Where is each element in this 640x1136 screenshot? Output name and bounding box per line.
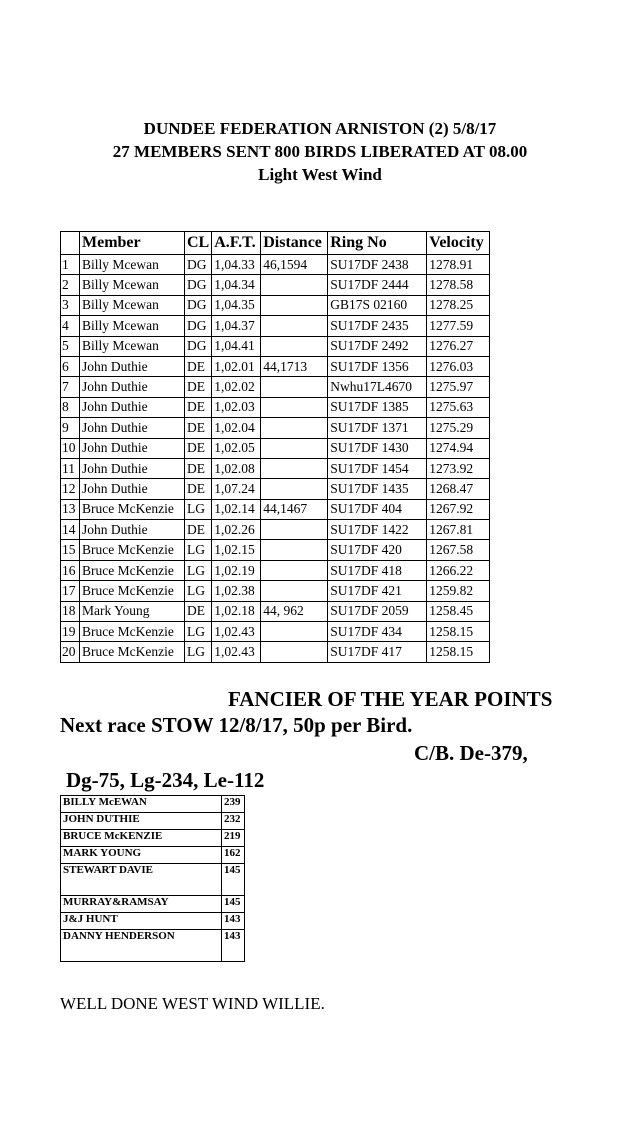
velocity-cell: 1259.82 — [427, 581, 490, 601]
ring-no-cell: SU17DF 2435 — [328, 316, 427, 336]
ring-no-cell: SU17DF 1385 — [328, 397, 427, 417]
fancier-heading: FANCIER OF THE YEAR POINTS — [228, 687, 553, 711]
member-cell: Billy Mcewan — [80, 316, 185, 336]
col-distance: Distance — [261, 232, 328, 255]
aft-cell: 1,02.03 — [212, 397, 261, 417]
velocity-cell: 1268.47 — [427, 479, 490, 499]
fancier-name: BILLY McEWAN — [61, 796, 222, 813]
distance-cell — [261, 316, 328, 336]
points-row — [61, 847, 245, 864]
aft-cell: 1,02.38 — [212, 581, 261, 601]
table-row — [61, 642, 490, 662]
member-cell: Bruce McKenzie — [80, 499, 185, 519]
fancier-points: 145 — [222, 864, 245, 896]
col-position — [61, 232, 80, 255]
ring-no-cell: SU17DF 404 — [328, 499, 427, 519]
fancier-name: JOHN DUTHIE — [61, 813, 222, 830]
member-cell: Billy Mcewan — [80, 295, 185, 315]
ring-no-cell: SU17DF 434 — [328, 622, 427, 642]
velocity-cell: 1278.91 — [427, 255, 490, 275]
aft-cell: 1,04.41 — [212, 336, 261, 356]
club-cell: DE — [185, 356, 212, 376]
table-row — [61, 295, 490, 315]
member-cell: Mark Young — [80, 601, 185, 621]
ring-no-cell: SU17DF 1435 — [328, 479, 427, 499]
member-cell: John Duthie — [80, 438, 185, 458]
table-row — [61, 336, 490, 356]
ring-no-cell: SU17DF 1454 — [328, 458, 427, 478]
table-row — [61, 622, 490, 642]
position-cell: 17 — [61, 581, 80, 601]
ring-no-cell: SU17DF 2438 — [328, 255, 427, 275]
ring-no-cell: SU17DF 2492 — [328, 336, 427, 356]
aft-cell: 1,04.37 — [212, 316, 261, 336]
ring-no-cell: SU17DF 421 — [328, 581, 427, 601]
fancier-points: 162 — [222, 847, 245, 864]
points-row — [61, 896, 245, 913]
aft-cell: 1,04.35 — [212, 295, 261, 315]
fancier-points: 143 — [222, 913, 245, 930]
fancier-name: DANNY HENDERSON — [61, 930, 222, 962]
position-cell: 7 — [61, 377, 80, 397]
fancier-points-table — [60, 795, 245, 962]
distance-cell — [261, 275, 328, 295]
distance-cell — [261, 418, 328, 438]
race-results-table — [60, 231, 490, 663]
club-cell: DG — [185, 316, 212, 336]
distance-cell — [261, 622, 328, 642]
table-row — [61, 458, 490, 478]
position-cell: 9 — [61, 418, 80, 438]
aft-cell: 1,02.04 — [212, 418, 261, 438]
table-row — [61, 499, 490, 519]
distance-cell — [261, 540, 328, 560]
club-cell: LG — [185, 622, 212, 642]
fancier-points: 239 — [222, 796, 245, 813]
velocity-cell: 1276.27 — [427, 336, 490, 356]
club-cell: LG — [185, 499, 212, 519]
fancier-points: 232 — [222, 813, 245, 830]
aft-cell: 1,02.14 — [212, 499, 261, 519]
position-cell: 1 — [61, 255, 80, 275]
club-cell: DE — [185, 520, 212, 540]
distance-cell — [261, 642, 328, 662]
cb-totals-line2: Dg-75, Lg-234, Le-112 — [66, 768, 265, 792]
position-cell: 10 — [61, 438, 80, 458]
ring-no-cell: SU17DF 420 — [328, 540, 427, 560]
member-cell: John Duthie — [80, 520, 185, 540]
distance-cell — [261, 295, 328, 315]
cb-totals-line1: C/B. De-379, — [414, 741, 528, 765]
distance-cell — [261, 336, 328, 356]
position-cell: 16 — [61, 560, 80, 580]
member-cell: Billy Mcewan — [80, 336, 185, 356]
fancier-points: 145 — [222, 896, 245, 913]
fancier-name: BRUCE McKENZIE — [61, 830, 222, 847]
ring-no-cell: GB17S 02160 — [328, 295, 427, 315]
table-row — [61, 316, 490, 336]
member-cell: Bruce McKenzie — [80, 560, 185, 580]
ring-no-cell: SU17DF 1422 — [328, 520, 427, 540]
club-cell: DG — [185, 336, 212, 356]
member-cell: John Duthie — [80, 458, 185, 478]
points-row — [61, 830, 245, 847]
velocity-cell: 1278.25 — [427, 295, 490, 315]
distance-cell — [261, 560, 328, 580]
club-cell: DE — [185, 397, 212, 417]
velocity-cell: 1258.15 — [427, 642, 490, 662]
ring-no-cell: SU17DF 417 — [328, 642, 427, 662]
distance-cell — [261, 479, 328, 499]
aft-cell: 1,02.01 — [212, 356, 261, 376]
race-title: DUNDEE FEDERATION ARNISTON (2) 5/8/17 — [143, 119, 497, 138]
position-cell: 13 — [61, 499, 80, 519]
club-cell: LG — [185, 581, 212, 601]
distance-cell — [261, 397, 328, 417]
position-cell: 2 — [61, 275, 80, 295]
position-cell: 3 — [61, 295, 80, 315]
member-cell: Bruce McKenzie — [80, 642, 185, 662]
table-row — [61, 560, 490, 580]
aft-cell: 1,04.33 — [212, 255, 261, 275]
aft-cell: 1,02.43 — [212, 622, 261, 642]
ring-no-cell: SU17DF 2059 — [328, 601, 427, 621]
ring-no-cell: SU17DF 1430 — [328, 438, 427, 458]
velocity-cell: 1275.29 — [427, 418, 490, 438]
points-row — [61, 813, 245, 830]
velocity-cell: 1278.58 — [427, 275, 490, 295]
table-row — [61, 601, 490, 621]
wind-conditions: Light West Wind — [258, 165, 382, 184]
aft-cell: 1,02.05 — [212, 438, 261, 458]
fancier-name: J&J HUNT — [61, 913, 222, 930]
fancier-name: MARK YOUNG — [61, 847, 222, 864]
table-row — [61, 520, 490, 540]
table-row — [61, 479, 490, 499]
fancier-points: 219 — [222, 830, 245, 847]
member-cell: Bruce McKenzie — [80, 622, 185, 642]
next-race: Next race STOW 12/8/17, 50p per Bird. — [60, 713, 413, 737]
velocity-cell: 1276.03 — [427, 356, 490, 376]
table-row — [61, 540, 490, 560]
aft-cell: 1,02.18 — [212, 601, 261, 621]
velocity-cell: 1266.22 — [427, 560, 490, 580]
club-cell: DE — [185, 418, 212, 438]
race-subtitle: 27 MEMBERS SENT 800 BIRDS LIBERATED AT 08.00 — [112, 142, 528, 161]
ring-no-cell: SU17DF 418 — [328, 560, 427, 580]
club-cell: DE — [185, 601, 212, 621]
club-cell: DG — [185, 255, 212, 275]
velocity-cell: 1267.92 — [427, 499, 490, 519]
club-cell: DE — [185, 377, 212, 397]
fancier-points: 143 — [222, 930, 245, 962]
member-cell: John Duthie — [80, 418, 185, 438]
ring-no-cell: Nwhu17L4670 — [328, 377, 427, 397]
fancier-name: STEWART DAVIE — [61, 864, 222, 896]
table-row — [61, 356, 490, 376]
position-cell: 4 — [61, 316, 80, 336]
position-cell: 6 — [61, 356, 80, 376]
position-cell: 20 — [61, 642, 80, 662]
position-cell: 5 — [61, 336, 80, 356]
col-velocity: Velocity — [427, 232, 490, 255]
velocity-cell: 1275.97 — [427, 377, 490, 397]
points-row — [61, 864, 245, 896]
aft-cell: 1,02.19 — [212, 560, 261, 580]
results-header-row — [61, 232, 490, 255]
distance-cell: 46,1594 — [261, 255, 328, 275]
position-cell: 15 — [61, 540, 80, 560]
table-row — [61, 275, 490, 295]
club-cell: DE — [185, 479, 212, 499]
velocity-cell: 1267.58 — [427, 540, 490, 560]
position-cell: 14 — [61, 520, 80, 540]
distance-cell — [261, 458, 328, 478]
club-cell: LG — [185, 560, 212, 580]
distance-cell — [261, 377, 328, 397]
club-cell: LG — [185, 642, 212, 662]
member-cell: Billy Mcewan — [80, 255, 185, 275]
velocity-cell: 1273.92 — [427, 458, 490, 478]
member-cell: Billy Mcewan — [80, 275, 185, 295]
distance-cell: 44,1713 — [261, 356, 328, 376]
aft-cell: 1,04.34 — [212, 275, 261, 295]
club-cell: DG — [185, 275, 212, 295]
table-row — [61, 377, 490, 397]
col-member: Member — [80, 232, 185, 255]
member-cell: Bruce McKenzie — [80, 581, 185, 601]
member-cell: John Duthie — [80, 397, 185, 417]
aft-cell: 1,02.26 — [212, 520, 261, 540]
aft-cell: 1,02.08 — [212, 458, 261, 478]
aft-cell: 1,02.02 — [212, 377, 261, 397]
position-cell: 18 — [61, 601, 80, 621]
table-row — [61, 581, 490, 601]
ring-no-cell: SU17DF 2444 — [328, 275, 427, 295]
col-club: CL — [185, 232, 212, 255]
table-row — [61, 438, 490, 458]
position-cell: 11 — [61, 458, 80, 478]
col-aft: A.F.T. — [212, 232, 261, 255]
distance-cell: 44, 962 — [261, 601, 328, 621]
club-cell: DE — [185, 458, 212, 478]
member-cell: John Duthie — [80, 377, 185, 397]
velocity-cell: 1258.15 — [427, 622, 490, 642]
position-cell: 12 — [61, 479, 80, 499]
aft-cell: 1,07.24 — [212, 479, 261, 499]
aft-cell: 1,02.15 — [212, 540, 261, 560]
table-row — [61, 418, 490, 438]
member-cell: John Duthie — [80, 479, 185, 499]
fancier-name: MURRAY&RAMSAY — [61, 896, 222, 913]
member-cell: John Duthie — [80, 356, 185, 376]
table-row — [61, 397, 490, 417]
velocity-cell: 1267.81 — [427, 520, 490, 540]
distance-cell — [261, 438, 328, 458]
position-cell: 19 — [61, 622, 80, 642]
aft-cell: 1,02.43 — [212, 642, 261, 662]
table-row — [61, 255, 490, 275]
velocity-cell: 1275.63 — [427, 397, 490, 417]
ring-no-cell: SU17DF 1356 — [328, 356, 427, 376]
distance-cell: 44,1467 — [261, 499, 328, 519]
member-cell: Bruce McKenzie — [80, 540, 185, 560]
club-cell: DG — [185, 295, 212, 315]
position-cell: 8 — [61, 397, 80, 417]
footer-message: WELL DONE WEST WIND WILLIE. — [60, 994, 325, 1013]
velocity-cell: 1277.59 — [427, 316, 490, 336]
distance-cell — [261, 581, 328, 601]
club-cell: LG — [185, 540, 212, 560]
distance-cell — [261, 520, 328, 540]
club-cell: DE — [185, 438, 212, 458]
points-row — [61, 930, 245, 962]
points-row — [61, 913, 245, 930]
velocity-cell: 1274.94 — [427, 438, 490, 458]
points-row — [61, 796, 245, 813]
velocity-cell: 1258.45 — [427, 601, 490, 621]
ring-no-cell: SU17DF 1371 — [328, 418, 427, 438]
col-ring-no: Ring No — [328, 232, 427, 255]
